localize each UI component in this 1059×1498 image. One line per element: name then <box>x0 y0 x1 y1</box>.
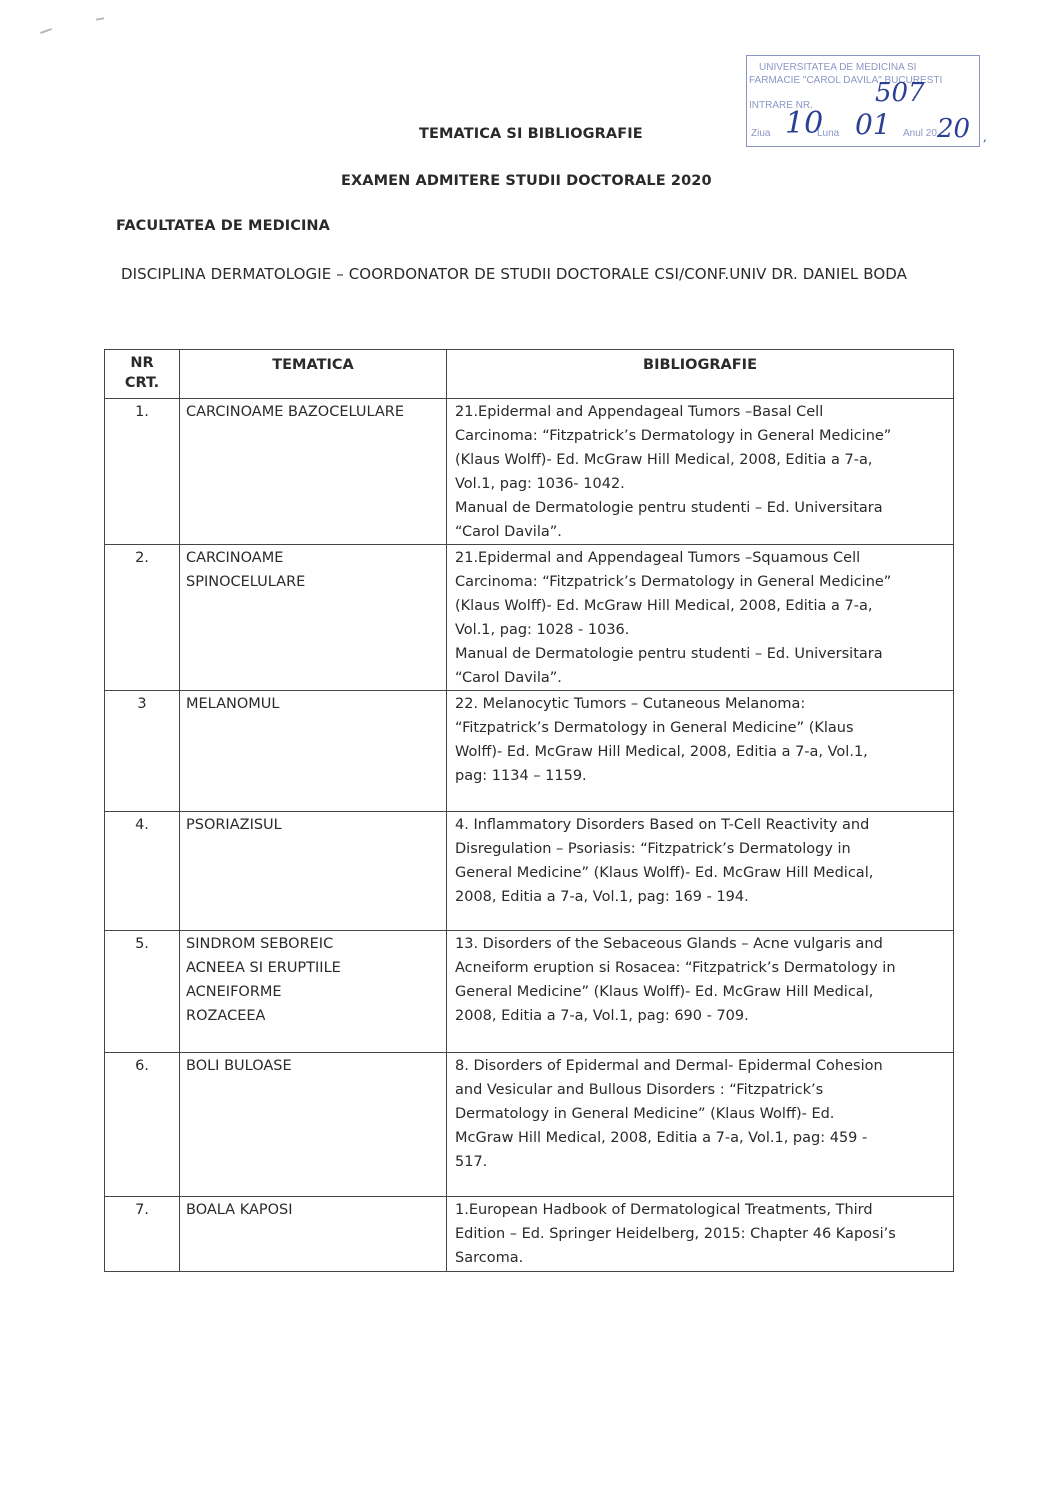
bibliography-table <box>104 349 954 1272</box>
registration-stamp <box>746 55 980 147</box>
tematica-line: SPINOCELULARE <box>186 574 306 590</box>
bibliografie-line: 2008, Editia a 7-a, Vol.1, pag: 169 - 194. <box>455 889 749 905</box>
table-row <box>105 545 954 691</box>
bibliografie-line: Carcinoma: “Fitzpatrick’s Dermatology in General Medicine” <box>455 428 892 444</box>
table-row <box>105 399 954 545</box>
table-body <box>105 399 954 1272</box>
stamp-intrare-number: 507 <box>875 78 925 108</box>
header-tematica: TEMATICA <box>180 350 447 399</box>
row-number: 2. <box>105 545 180 691</box>
stamp-luna-value: 01 <box>855 108 891 141</box>
stamp-anul-value: 20 <box>937 114 971 144</box>
row-tematica <box>180 1053 447 1197</box>
stamp-intrare-label: INTRARE NR. <box>749 100 813 111</box>
row-tematica <box>180 1197 447 1272</box>
bibliografie-line: Wolff)- Ed. McGraw Hill Medical, 2008, Editia a 7-a, Vol.1, <box>455 744 868 760</box>
bibliografie-line: General Medicine” (Klaus Wolff)- Ed. McGraw Hill Medical, <box>455 984 874 1000</box>
row-tematica <box>180 812 447 931</box>
bibliografie-line: 4. Inflammatory Disorders Based on T-Cell Reactivity and <box>455 817 870 833</box>
row-bibliografie <box>447 1053 954 1197</box>
header-nr: NR <box>130 355 154 371</box>
bibliografie-line: Manual de Dermatologie pentru studenti – Ed. Universitara <box>455 646 883 662</box>
row-bibliografie <box>447 931 954 1053</box>
stamp-farmacie-line: FARMACIE "CAROL DAVILA" BUCURESTI <box>749 75 943 86</box>
row-number: 1. <box>105 399 180 545</box>
header-nr-crt <box>105 350 180 399</box>
tematica-line: BOALA KAPOSI <box>186 1202 293 1218</box>
row-tematica <box>180 399 447 545</box>
tematica-line: CARCINOAME <box>186 550 284 566</box>
row-bibliografie <box>447 1197 954 1272</box>
tematica-line: ROZACEEA <box>186 1008 266 1024</box>
bibliografie-line: “Fitzpatrick’s Dermatology in General Medicine” (Klaus <box>455 720 854 736</box>
tematica-line: ACNEIFORME <box>186 984 282 1000</box>
header-bibliografie: BIBLIOGRAFIE <box>447 350 954 399</box>
row-number: 7. <box>105 1197 180 1272</box>
row-tematica <box>180 931 447 1053</box>
page-title: TEMATICA SI BIBLIOGRAFIE <box>419 126 643 142</box>
header-crt: CRT. <box>124 375 160 391</box>
faculty-heading: FACULTATEA DE MEDICINA <box>116 218 330 234</box>
bibliografie-line: and Vesicular and Bullous Disorders : “Fitzpatrick’s <box>455 1082 824 1098</box>
table-row <box>105 1053 954 1197</box>
page-subtitle: EXAMEN ADMITERE STUDII DOCTORALE 2020 <box>341 173 712 189</box>
bibliografie-line: Vol.1, pag: 1028 - 1036. <box>455 622 630 638</box>
bibliografie-line: 2008, Editia a 7-a, Vol.1, pag: 690 - 709. <box>455 1008 749 1024</box>
bibliografie-line: 8. Disorders of Epidermal and Dermal- Epidermal Cohesion <box>455 1058 883 1074</box>
tematica-line: MELANOMUL <box>186 696 280 712</box>
tematica-line: SINDROM SEBOREIC <box>186 936 334 952</box>
row-number: 6. <box>105 1053 180 1197</box>
bibliografie-line: Sarcoma. <box>455 1250 524 1266</box>
tematica-line: PSORIAZISUL <box>186 817 282 833</box>
row-bibliografie <box>447 691 954 812</box>
table-row <box>105 931 954 1053</box>
discipline-line: DISCIPLINA DERMATOLOGIE – COORDONATOR DE STUDII DOCTORALE CSI/CONF.UNIV DR. DANIEL BODA <box>121 265 908 283</box>
bibliografie-line: Vol.1, pag: 1036- 1042. <box>455 476 625 492</box>
bibliografie-line: Edition – Ed. Springer Heidelberg, 2015: Chapter 46 Kaposi’s <box>455 1226 896 1242</box>
stamp-university-line: UNIVERSITATEA DE MEDICINA SI <box>759 62 917 73</box>
bibliografie-line: Disregulation – Psoriasis: “Fitzpatrick’s Dermatology in <box>455 841 851 857</box>
bibliografie-line: 13. Disorders of the Sebaceous Glands – Acne vulgaris and <box>455 936 883 952</box>
table-row <box>105 812 954 931</box>
table-row <box>105 691 954 812</box>
row-bibliografie <box>447 545 954 691</box>
row-bibliografie <box>447 812 954 931</box>
bibliografie-line: McGraw Hill Medical, 2008, Editia a 7-a, Vol.1, pag: 459 - <box>455 1130 868 1146</box>
scan-mark <box>40 28 52 34</box>
row-number: 4. <box>105 812 180 931</box>
bibliografie-line: “Carol Davila”. <box>455 670 562 686</box>
bibliografie-line: 21.Epidermal and Appendageal Tumors –Squamous Cell <box>455 550 861 566</box>
bibliografie-line: pag: 1134 – 1159. <box>455 768 587 784</box>
bibliografie-line: 22. Melanocytic Tumors – Cutaneous Melanoma: <box>455 696 806 712</box>
bibliografie-line: Acneiform eruption si Rosacea: “Fitzpatrick’s Dermatology in <box>455 960 896 976</box>
table-row <box>105 1197 954 1272</box>
row-number: 3 <box>105 691 180 812</box>
bibliografie-line: 1.European Hadbook of Dermatological Treatments, Third <box>455 1202 873 1218</box>
row-tematica <box>180 691 447 812</box>
row-tematica <box>180 545 447 691</box>
stamp-anul-label: Anul 20 <box>903 128 937 139</box>
bibliografie-line: Dermatology in General Medicine” (Klaus Wolff)- Ed. <box>455 1106 835 1122</box>
tematica-line: ACNEEA SI ERUPTIILE <box>186 960 341 976</box>
bibliografie-line: General Medicine” (Klaus Wolff)- Ed. McGraw Hill Medical, <box>455 865 874 881</box>
bibliografie-line: “Carol Davila”. <box>455 524 562 540</box>
bibliografie-line: 517. <box>455 1154 488 1170</box>
table-header-row <box>105 350 954 399</box>
stamp-ziua-label: Ziua <box>751 128 771 139</box>
bibliografie-line: (Klaus Wolff)- Ed. McGraw Hill Medical, 2008, Editia a 7-a, <box>455 452 873 468</box>
stamp-comma-mark: , <box>983 130 987 144</box>
scan-mark <box>96 17 104 20</box>
tematica-line: BOLI BULOASE <box>186 1058 292 1074</box>
bibliografie-line: (Klaus Wolff)- Ed. McGraw Hill Medical, 2008, Editia a 7-a, <box>455 598 873 614</box>
stamp-luna-label: Luna <box>817 128 840 139</box>
row-bibliografie <box>447 399 954 545</box>
bibliografie-line: Manual de Dermatologie pentru studenti – Ed. Universitara <box>455 500 883 516</box>
row-number: 5. <box>105 931 180 1053</box>
bibliografie-line: 21.Epidermal and Appendageal Tumors –Basal Cell <box>455 404 824 420</box>
stamp-ziua-value: 10 <box>785 106 824 141</box>
bibliografie-line: Carcinoma: “Fitzpatrick’s Dermatology in General Medicine” <box>455 574 892 590</box>
tematica-line: CARCINOAME BAZOCELULARE <box>186 404 405 420</box>
